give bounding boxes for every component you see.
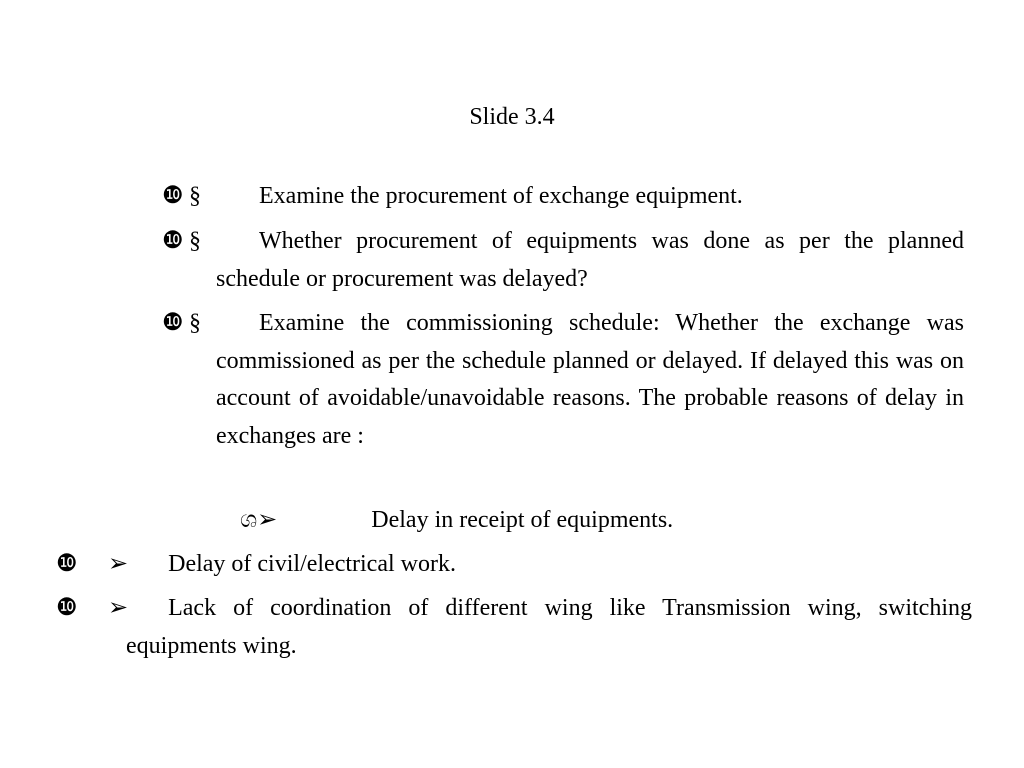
slide-title: Slide 3.4 (469, 104, 555, 130)
arrow-bullet-icon: ➢ (108, 551, 129, 577)
arrow-bullet-icon: ➢ (108, 595, 129, 621)
bullet-item-text: Delay of civil/electrical work. (168, 551, 456, 577)
bullet-item-text: Whether procurement of equipments was done as per the planned schedule or procurement was delayed? (216, 228, 964, 292)
sub-bullet-item-1 (240, 502, 940, 540)
bullet-item-text: Examine the commissioning schedule: Whether the exchange was commissioned as per the schedule planned or delayed. If delayed this was on account of avoidable/unavoidable reasons. The probable reasons of delay in exchanges are : (216, 310, 964, 449)
bullet-item-3: ❿ § Examine the commissioning schedule: Whether the exchange was commissioned as per the schedule planned or delayed. If delayed this was on account of avoidable/unavoidable reasons. The probable reasons of delay in exchanges are : (162, 310, 964, 449)
bullet-item-2: ❿ § Whether procurement of equipments was done as per the planned schedule or procurement was delayed? (162, 228, 964, 292)
bullet-item-text: Lack of coordination of different wing like Transmission wing, switching equipments wing. (126, 595, 972, 659)
bullet-item-5: ❿ ➢ Lack of coordination of different wing like Transmission wing, switching equipments wing. (56, 595, 972, 659)
bullet-item-text: Examine the procurement of exchange equipment. (259, 183, 743, 209)
section-marker: § (189, 183, 201, 209)
bullet-item-text: Delay in receipt of equipments. (371, 507, 674, 533)
sub-bullet-icon: ශ (240, 507, 258, 533)
bullet-item-1: ❿ § Examine the procurement of exchange equipment. (162, 183, 743, 209)
section-marker: § (189, 228, 201, 254)
section-marker: § (189, 310, 201, 336)
bullet-item-4: ❿ ➢ Delay of civil/electrical work. (56, 551, 456, 577)
arrow-bullet-icon: ➢ (257, 507, 278, 533)
